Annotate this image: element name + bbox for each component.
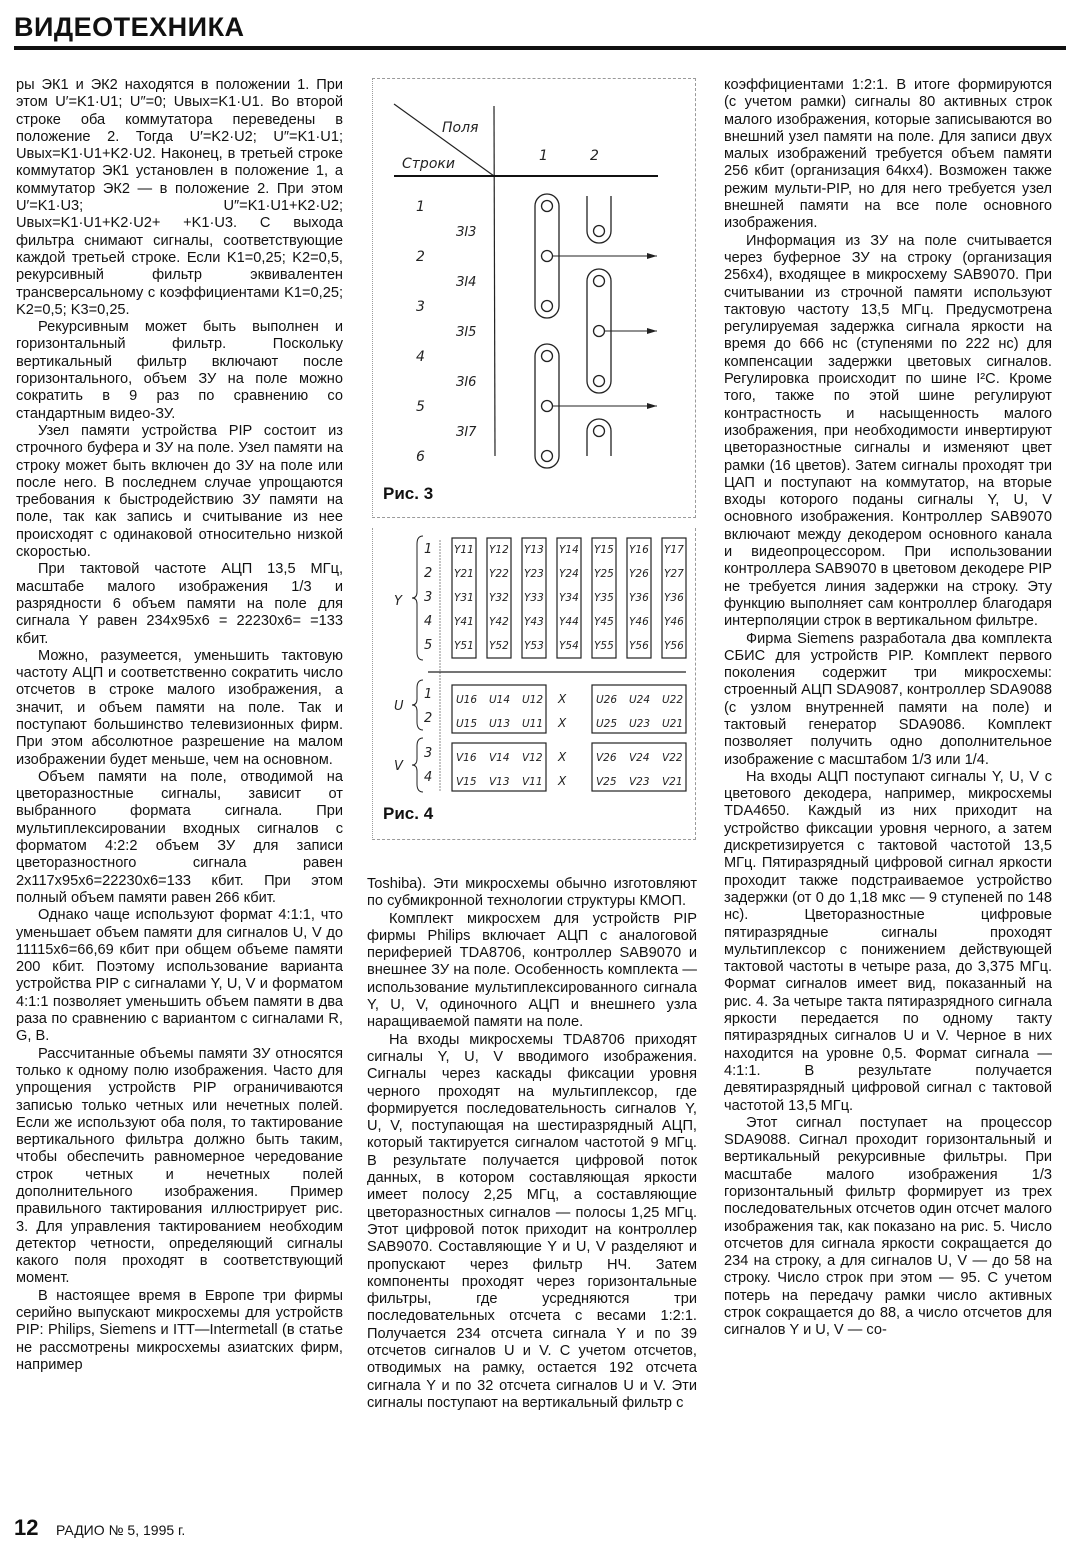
chroma-sample-cell: U22 [662,694,684,706]
paragraph: Узел памяти устройства PIP состоит из строчного буфера и ЗУ на поле. Узел памяти на строку может быть включен до ЗУ на поле или после него. В последнем случае упрощаются требования к быстродействию ЗУ памяти на поле, так как запись и считывание из нее происходят с одинаковой относительно низкой скоростью. [16,422,343,561]
column-1 [16,77,343,1374]
chroma-sample-cell: U23 [629,718,651,730]
chroma-sample-cell: U26 [596,694,618,706]
paragraph: коэффициентами 1:2:1. В итоге формируются (с учетом рамки) сигналы 80 активных строк малого изображения, которые записываются во внешний узел памяти на поле. Для записи двух малых изображений требуется объем памяти 256 кбит (организация 64кх4). Возможен также режим мульти-PIP, но для него требуется узел внешней памяти на все поле основного изображения. [724,77,1052,232]
column-3 [724,77,1052,1340]
y-sample-cell: Y41 [454,616,474,628]
y-sample-cell: Y46 [629,616,649,628]
paragraph: Однако чаще используют формат 4:1:1, что уменьшает объем памяти для сигналов U, V до 11115x6=66,69 кбит при общем объеме памяти 200 кбит. Поэтому использование варианта устройства PIP с сигналами Y, U, V и форматом 4:1:1 позволяет уменьшить объем памяти в два раза по сравнению с вариантом с сигналами R, G, B. [16,907,343,1045]
row-number: 1 [424,542,433,557]
paragraph: Информация из ЗУ на поле считывается через буферное ЗУ на строку (организация 256х4), входящее в микросхему SAB9070. При считывании из строчной памяти используют тактовую частоту 13,5 МГц. Предусмотрена регулируемая задержка сигнала яркости на время до 666 нс (ступенями по 222 нс) для компенсации задержки цветовых сигналов. Регулировка происходит по шине I²C. Кроме того, также по этой шине регулируют контрастность и насыщенность малого изображения, при необходимости инвертируют цветоразностные сигналы и изменяют цвет рамки (16 цветов). Затем сигналы проходят три ЦАП и поступают на коммутатор, на вторые входы которого поданы сигналы Y, U, V основного изображения. Контроллер SAB9070 включают между декодером основного канала и видеопроцессором. При использовании контроллера SAB9070 в цветовом декодере PIP не требуется линия задержки на строку. Эту функцию выполняет сам контроллер благодаря интерполяции строк в вертикальном фильтре. [724,232,1052,630]
sample-point [542,301,553,312]
y-sample-cell: Y16 [629,544,649,556]
y-sample-cell: Y45 [594,616,614,628]
chroma-sample-cell: V24 [629,752,650,764]
chroma-sample-cell: U25 [596,718,618,730]
y-signal-label: Y [394,594,402,609]
y-sample-cell: Y44 [559,616,579,628]
sample-point [542,251,553,262]
section-title: ВИДЕОТЕХНИКА [14,12,245,42]
y-sample-cell: Y46 [664,616,684,628]
y-sample-cell: Y25 [594,568,614,580]
page-number: 12 [14,1515,39,1540]
y-sample-cell: Y54 [559,640,579,652]
row-number: 2 [424,566,433,581]
chroma-sample-cell: U21 [662,718,684,730]
arrow-head-icon [647,328,657,334]
chroma-sample-cell: U11 [522,718,544,730]
chroma-sample-cell: V22 [662,752,683,764]
brace-icon [412,536,423,660]
row-number: 5 [416,399,425,415]
y-sample-cell: Y51 [454,640,474,652]
chroma-sample-cell: V16 [456,752,477,764]
row-number: 1 [416,199,425,215]
chroma-sample-cell: V25 [596,776,617,788]
paragraph: Комплект микросхем для устройств PIP фирмы Philips включает АЦП с аналоговой периферией TDA8706, контроллер SAB9070 и внешнее ЗУ на поле. Особенность комплекта — использование мультиплексированного сигнала Y, U, V, одиночного АЦП и внешнего узла наращиваемой памяти на поле. [367,910,697,1031]
y-sample-cell: Y33 [524,592,544,604]
y-sample-cell: Y15 [594,544,614,556]
paragraph: На входы микросхемы TDA8706 приходят сигналы Y, U, V вводимого изображения. Сигналы через каскады фиксации уровня черного проходят на мультиплексор, где формируется последовательность сигналов Y, U, V, поступающая на шестиразрядный АЦП, который тактируется сигналом частотой 9 МГц. В результате получается цифровой поток данных, в котором составляющая яркости имеет полосу 2,25 МГц, а составляющие цветоразностных сигналов — полосы 1,25 МГц. Этот цифровой поток приходит на контроллер SAB9070. Составляющие Y и U, V разделяют и пропускают через фильтр НЧ. Затем компоненты проходят через горизонтальные фильтры, где усредняются три последовательных отсчета с весами 1:2:1. Получается 234 отсчета сигнала Y и по 39 отсчетов сигналов U и V. С учетом отсчетов, отводимых на рамку, остается 192 отсчета сигнала Y и по 32 отсчета сигналов U и V. Эти сигналы поступают на вертикальный фильтр с [367,1031,697,1411]
chroma-sample-cell: U12 [522,694,544,706]
figure-4-caption: Рис. 4 [383,804,434,823]
brace-icon [412,680,423,730]
col-header: Поля [442,120,479,136]
y-sample-cell: Y21 [454,568,474,580]
u-signal-label: U [394,699,404,714]
row-header: Строки [402,156,455,172]
sample-point [594,326,605,337]
row-number: 4 [424,614,433,629]
separator-mark: X [558,750,567,764]
y-sample-cell: Y27 [664,568,684,580]
figure-3-caption: Рис. 3 [383,484,434,503]
field-1: 1 [539,148,548,164]
separator-mark: X [558,716,567,730]
y-sample-cell: Y17 [664,544,684,556]
paragraph: В настоящее время в Европе три фирмы серийно выпускают микросхемы для устройств PIP: Philips, Siemens и ITT—Intermetall (в статье не рассмотрены микросхемы азиатских фирм, например [16,1287,343,1373]
figure-3-diagram [372,78,696,478]
row-number: 2 [424,711,433,726]
y-sample-cell: Y36 [664,592,684,604]
y-sample-cell: Y22 [489,568,509,580]
v-signal-label: V [394,759,403,774]
y-sample-cell: Y56 [664,640,684,652]
sample-point [594,376,605,387]
line-label: ЗI7 [456,425,477,440]
paragraph: Рассчитанные объемы памяти ЗУ относятся только к одному полю изображения. Часто для упрощения устройств PIP ограничиваются записью только четных или нечетных полей. Если же используют оба поля, то тактирование вертикального фильтра должно быть таким, чтобы обеспечить равномерное чередование строк четных и нечетных полей дополнительного изображения. Пример правильного тактирования иллюстрирует рис. 3. Для управления тактированием необходим детектор четности, определяющий сигналы какого поля проходят в соответствующий момент. [16,1045,343,1287]
y-sample-cell: Y42 [489,616,509,628]
y-sample-cell: Y14 [559,544,579,556]
paragraph: Можно, разумеется, уменьшить тактовую частоту АЦП и соответственно сократить число отсчетов в строке малого изображения, а значит, и объем памяти на поле. Так и поступают большинство телевизионных фирм. При этом абсолютное разрешение на малом изображении будет меньше, чем на основном. [16,647,343,768]
paragraph: При тактовой частоте АЦП 13,5 МГц, масштабе малого изображения 1/3 и разрядности 6 объем памяти на поле для сигнала Y равен 234x95x6 = 22230x6= =133 кбит. [16,561,343,647]
chroma-sample-cell: V26 [596,752,617,764]
y-sample-cell: Y35 [594,592,614,604]
column-2 [367,876,697,1412]
chroma-sample-cell: V15 [456,776,477,788]
line-label: ЗI4 [456,275,477,290]
figure-4-diagram [372,530,696,800]
paragraph: Toshiba). Эти микросхемы обычно изготовляют по субмикронной технологии структуры КМОП. [367,876,697,910]
chroma-sample-cell: V11 [522,776,543,788]
y-sample-cell: Y31 [454,592,474,604]
line-label: ЗI5 [456,325,477,340]
sample-point [594,276,605,287]
y-sample-cell: Y36 [629,592,649,604]
sample-point [542,401,553,412]
brace-icon [412,738,423,792]
y-sample-cell: Y24 [559,568,579,580]
y-sample-cell: Y13 [524,544,544,556]
row-number: 3 [424,590,433,605]
separator-mark: X [558,692,567,706]
line-label: ЗI3 [456,225,477,240]
y-sample-cell: Y26 [629,568,649,580]
sample-point [542,351,553,362]
chroma-sample-cell: V12 [522,752,543,764]
chroma-sample-cell: U24 [629,694,651,706]
chroma-sample-cell: V23 [629,776,650,788]
arrow-head-icon [647,253,657,259]
arrow-head-icon [647,403,657,409]
paragraph: На входы АЦП поступают сигналы Y, U, V с цветового декодера, например, микросхемы TDA4650. Каждый из них приходит на устройство фиксации уровня черного, а затем дискретизируется с тактовой частотой 13,5 МГц. Пятиразрядный цифровой сигнал яркости проходит также подстраиваемое устройство задержки (от 0 до 1,18 мкс — 9 ступеней по 148 нс). Цветоразностные цифровые пятиразрядные сигналы проходят мультиплексор с понижением действующей тактовой частоты в четыре раза, до 3,375 МГц. Формат сигналов имеет вид, показанный на рис. 4. За четыре такта пятиразрядного сигнала яркости передается по одному такту пятиразрядных сигналов U и V. Черное в них находится на уровне 0,5. Формат сигнала — 4:1:1. В результате получается девятиразрядный цифровой сигнал с тактовой частотой 13,5 МГц. [724,768,1052,1114]
row-number: 2 [416,249,425,265]
row-number: 4 [424,770,433,785]
y-sample-cell: Y52 [489,640,509,652]
partial-capsule-bottom [587,419,611,456]
row-number: 4 [416,349,425,365]
paragraph: Фирма Siemens разработала два комплекта СБИС для устройств PIP. Комплект первого поколения содержит три микросхемы: строенный АЦП SDA9087, контроллер SDA9088 (с узлом внутренней памяти на поле) и тактовый генератор SDA9086. Комплект позволяет получить одно дополнительное изображение с масштабом 1/3 или 1/4. [724,630,1052,768]
y-sample-cell: Y12 [489,544,509,556]
row-number: 3 [424,746,433,761]
sample-point [542,451,553,462]
chroma-sample-cell: U16 [456,694,478,706]
chroma-sample-cell: V14 [489,752,510,764]
y-sample-cell: Y23 [524,568,544,580]
issue-info: РАДИО № 5, 1995 г. [56,1522,186,1538]
row-number: 3 [416,299,425,315]
sample-point [594,426,605,437]
y-sample-cell: Y55 [594,640,614,652]
separator-mark: X [558,774,567,788]
paragraph: Этот сигнал поступает на процессор SDA9088. Сигнал проходит горизонтальный и вертикальный рекурсивные фильтры. При масштабе малого изображения 1/3 горизонтальный фильтр формирует из трех последовательных отсчетов один отсчет малого изображения так, как показано на рис. 5. Число отсчетов для сигнала яркости сокращается до 234 на строку, а для сигналов U, V — до 58 на строку. Число строк при этом — 95. С учетом потерь на передачу рамки число активных строк сокращается до 88, а число отсчетов для сигналов Y и U, V — со- [724,1114,1052,1339]
sample-point [542,201,553,212]
paragraph: Объем памяти на поле, отводимой на цветоразностные сигналы, зависит от выбранного формата сигнала. При мультиплексировании входных сигналов с форматом 4:2:2 объем ЗУ для записи цветоразностного сигнала равен 2x117x95x6=22230x6=133 кбит. При этом полный объем памяти равен 266 кбит. [16,768,343,906]
chroma-sample-cell: U15 [456,718,478,730]
field-2: 2 [590,148,599,164]
row-number: 5 [424,638,433,653]
row-number: 1 [424,687,433,702]
paragraph: Рекурсивным может быть выполнен и горизонтальный фильтр. Поскольку вертикальный фильтр включают после горизонтального, объем ЗУ на поле можно сократить в 9 раз по сравнению со стандартным видео-ЗУ. [16,319,343,422]
header-rule [14,46,1066,50]
y-sample-cell: Y11 [454,544,474,556]
header-vertical [494,106,495,456]
y-sample-cell: Y53 [524,640,544,652]
sample-point [594,226,605,237]
chroma-sample-cell: U13 [489,718,511,730]
y-sample-cell: Y43 [524,616,544,628]
paragraph: ры ЭК1 и ЭК2 находятся в положении 1. При этом U′=K1·U1; U″=0; Uвых=K1·U1. Во второй строке оба коммутатора переведены в положение 2. Тогда U′=K2·U2; U″=K1·U1; Uвых=K1·U1+K2·U2. Наконец, в третьей строке коммутатор ЭК1 установлен в положение 1, а коммутатор ЭК2 — в положение 2. При этом U′=K1·U3; U″=K1·U1+K2·U2; Uвых=K1·U1+K2·U2+ +K1·U3. С выхода фильтра снимают сигналы, соответствующие каждой третьей строке. Если K1=0,25; K2=0,5, рекурсивный фильтр эквивалентен трансверсальному с коэффициентами K1=0,25; K2=0,5; K3=0,25. [16,77,343,318]
chroma-sample-cell: U14 [489,694,511,706]
chroma-sample-cell: V21 [662,776,683,788]
y-sample-cell: Y56 [629,640,649,652]
chroma-sample-cell: V13 [489,776,510,788]
y-sample-cell: Y34 [559,592,579,604]
y-sample-cell: Y32 [489,592,509,604]
row-number: 6 [416,449,425,465]
line-label: ЗI6 [456,375,477,390]
